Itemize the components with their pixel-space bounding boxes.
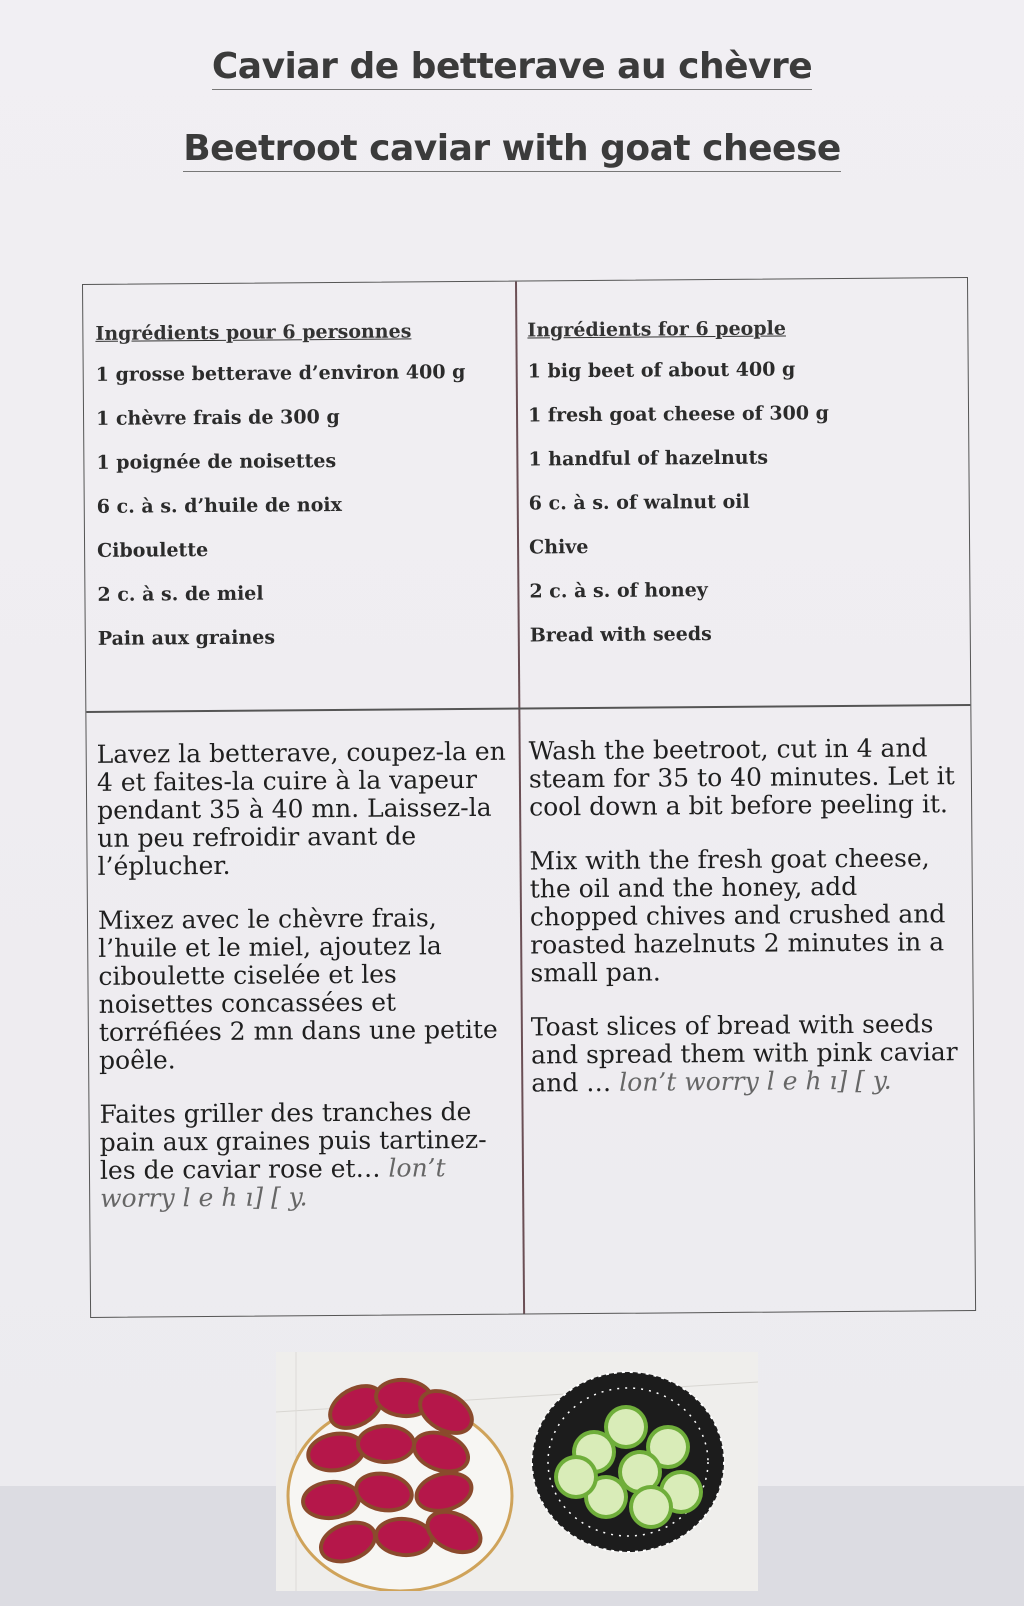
step-paragraph: Mix with the fresh goat cheese, the oil and the honey, add chopped chives and crushed and roasted hazelnuts 2 minutes in a small pan.	[529, 843, 946, 988]
title-french: Caviar de betterave au chèvre	[0, 46, 1024, 87]
ingredients-french	[95, 320, 508, 670]
ingredient-item: 1 big beet of about 400 g	[527, 358, 796, 383]
ingredient-item: 6 c. à s. d’huile de noix	[96, 493, 343, 518]
beet-toast	[356, 1424, 416, 1464]
ingredient-item: 1 fresh goat cheese of 300 g	[527, 402, 829, 427]
dish-illustration	[276, 1352, 758, 1591]
handwritten-tail: lon’t worry l e h ı] [ y.	[100, 1153, 446, 1213]
ingredient-item: 1 chèvre frais de 300 g	[95, 405, 340, 430]
ingredient-item: 2 c. à s. of honey	[529, 579, 708, 603]
steps-french	[97, 738, 515, 1239]
ingredient-item: 1 grosse betterave d’environ 400 g	[95, 360, 466, 386]
row-divider	[86, 704, 970, 712]
ingredients-heading-english: Ingrédients for 6 people	[527, 317, 786, 342]
ingredient-item: Chive	[528, 536, 589, 559]
ingredients-heading-french: Ingrédients pour 6 personnes	[95, 320, 412, 345]
ingredients-english	[527, 316, 960, 666]
recipe-table	[82, 277, 976, 1318]
column-divider	[515, 282, 525, 1314]
step-paragraph: Faites griller des tranches de pain aux graines puis tartinez-les de caviar rose et… lon’t worry l e h ı] [ y.	[99, 1096, 487, 1213]
title-english: Beetroot caviar with goat cheese	[0, 128, 1024, 169]
step-paragraph: Lavez la betterave, coupez-la en 4 et faites-la cuire à la vapeur pendant 35 à 40 mn. Laissez-la un peu refroidir avant de l’éplucher.	[96, 736, 506, 881]
ingredient-item: Bread with seeds	[529, 623, 712, 647]
step-paragraph: Toast slices of bread with seeds and spread them with pink caviar and … lon’t worry l e h ı] [ y.	[530, 1009, 958, 1098]
ingredient-item: Pain aux graines	[97, 626, 276, 650]
ingredient-item: 6 c. à s. of walnut oil	[528, 490, 750, 515]
cucumber-slice	[629, 1485, 673, 1529]
ingredient-item: Ciboulette	[97, 539, 209, 562]
dish-photo	[276, 1352, 758, 1591]
step-paragraph: Wash the beetroot, cut in 4 and steam for 35 to 40 minutes. Let it cool down a bit before peeling it.	[528, 733, 955, 822]
steps-english	[529, 734, 964, 1123]
ingredient-item: 1 handful of hazelnuts	[528, 446, 769, 471]
cucumber-slice	[554, 1455, 598, 1499]
ingredient-item: 2 c. à s. de miel	[97, 582, 264, 606]
ingredient-item: 1 poignée de noisettes	[96, 450, 337, 474]
step-paragraph: Mixez avec le chèvre frais, l’huile et le miel, ajoutez la ciboulette ciselée et les noisettes concassées et torréfiées 2 mn dans une petite poêle.	[97, 903, 498, 1075]
handwritten-tail: lon’t worry l e h ı] [ y.	[619, 1065, 892, 1097]
